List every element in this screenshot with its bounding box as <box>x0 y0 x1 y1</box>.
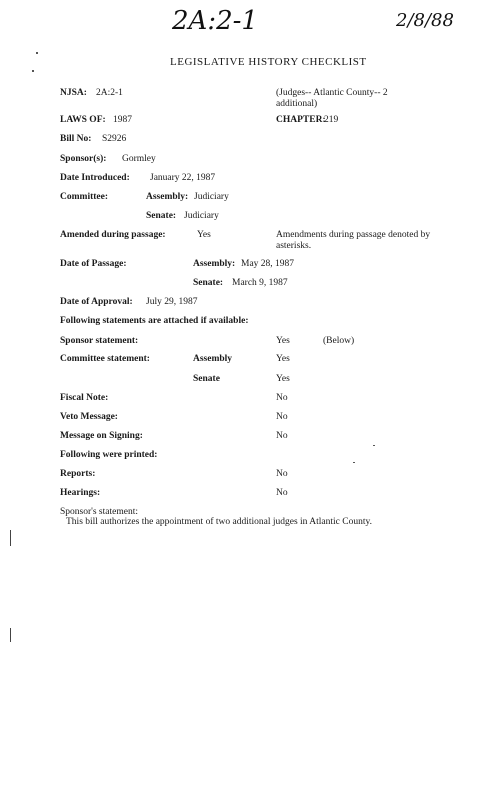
chapter-value: 219 <box>324 115 339 125</box>
passage-assembly-value: May 28, 1987 <box>241 259 295 269</box>
handwritten-code: 2A:2-1 <box>172 6 258 36</box>
reports-label: Reports: <box>60 469 96 479</box>
message-signing-value: No <box>276 431 288 441</box>
committee-statement-senate-label: Senate <box>193 374 220 384</box>
hearings-label: Hearings: <box>60 488 101 498</box>
committee-statement-assembly-label: Assembly <box>193 354 233 364</box>
scan-speck <box>32 70 34 72</box>
approval-value: July 29, 1987 <box>146 297 198 307</box>
veto-message-value: No <box>276 412 288 422</box>
following-attached: Following statements are attached if available: <box>60 316 249 326</box>
amended-value: Yes <box>197 230 211 240</box>
date-introduced-label: Date Introduced: <box>60 173 130 183</box>
njsa-value: 2A:2-1 <box>96 88 123 98</box>
committee-statement-assembly-value: Yes <box>276 354 290 364</box>
committee-senate-value: Judiciary <box>184 211 219 221</box>
scan-speck <box>36 52 38 54</box>
amended-label: Amended during passage: <box>60 230 166 240</box>
scan-speck <box>373 445 375 446</box>
sponsor-value: Gormley <box>122 154 156 164</box>
passage-assembly-label: Assembly: <box>193 259 236 269</box>
chapter-label: CHAPTER: <box>276 115 326 125</box>
date-introduced-value: January 22, 1987 <box>150 173 216 183</box>
approval-label: Date of Approval: <box>60 297 133 307</box>
passage-senate-value: March 9, 1987 <box>232 278 288 288</box>
message-signing-label: Message on Signing: <box>60 431 143 441</box>
committee-senate-label: Senate: <box>146 211 177 221</box>
hearings-value: No <box>276 488 288 498</box>
committee-assembly-value: Judiciary <box>194 192 229 202</box>
sponsor-label: Sponsor(s): <box>60 154 107 164</box>
laws-of-label: LAWS OF: <box>60 115 106 125</box>
sponsor-statement-note: (Below) <box>323 336 355 346</box>
margin-scan-line <box>10 628 11 642</box>
passage-senate-label: Senate: <box>193 278 224 288</box>
njsa-note: (Judges-- Atlantic County-- 2 additional) <box>276 88 388 109</box>
statement-heading: Sponsor's statement: <box>60 507 138 517</box>
amended-note: Amendments during passage denoted by asterisks. <box>276 230 431 251</box>
committee-assembly-label: Assembly: <box>146 192 189 202</box>
passage-label: Date of Passage: <box>60 259 127 269</box>
page-title: LEGISLATIVE HISTORY CHECKLIST <box>170 56 367 68</box>
sponsor-statement-label: Sponsor statement: <box>60 336 139 346</box>
reports-value: No <box>276 469 288 479</box>
committee-label: Committee: <box>60 192 109 202</box>
scan-speck <box>353 462 355 463</box>
committee-statement-label: Committee statement: <box>60 354 150 364</box>
sponsor-statement-value: Yes <box>276 336 290 346</box>
statement-body: This bill authorizes the appointment of two additional judges in Atlantic County. <box>66 517 372 527</box>
margin-scan-line <box>10 530 11 546</box>
veto-message-label: Veto Message: <box>60 412 118 422</box>
committee-statement-senate-value: Yes <box>276 374 290 384</box>
njsa-label: NJSA: <box>60 88 87 98</box>
handwritten-date: 2/8/88 <box>396 10 454 31</box>
fiscal-note-value: No <box>276 393 288 403</box>
following-printed: Following were printed: <box>60 450 158 460</box>
fiscal-note-label: Fiscal Note: <box>60 393 109 403</box>
bill-value: S2926 <box>102 134 127 144</box>
laws-of-value: 1987 <box>113 115 132 125</box>
bill-label: Bill No: <box>60 134 92 144</box>
